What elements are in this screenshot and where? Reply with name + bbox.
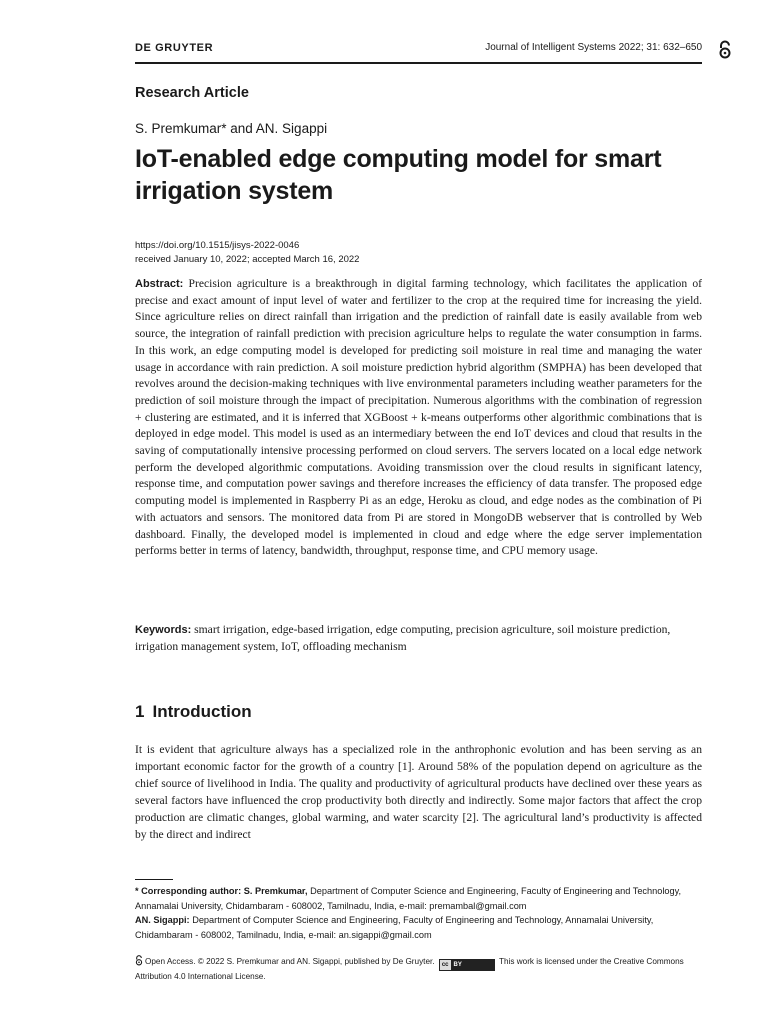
license-statement [135,955,702,983]
keywords-label: Keywords: [135,624,192,636]
section-heading [135,702,260,722]
paper-title: IoT-enabled edge computing model for smart irrigation system [135,145,662,205]
section-number: 1 [135,702,145,721]
section-title: Introduction [152,702,252,721]
authors: S. Premkumar* and AN. Sigappi [135,121,328,136]
license-suffix: This work is licensed under the Creative Commons Attribution 4.0 International License. [135,957,684,981]
corresponding-author-footnote [135,884,702,914]
cc-badge-label: cc [441,962,449,968]
received-accepted-dates: received January 10, 2022; accepted March 16, 2022 [135,254,360,265]
publisher-name: DE GRUYTER [135,42,214,54]
doi-link[interactable]: https://doi.org/10.1515/jisys-2022-0046 [135,240,300,251]
open-access-small-icon [135,955,143,966]
keywords [135,622,702,655]
article-type: Research Article [135,85,249,101]
keywords-text: smart irrigation, edge-based irrigation, edge computing, precision agriculture, soil moisture prediction, irrigation management system, IoT, offloading mechanism [135,623,671,653]
by-badge-label: BY [453,962,462,968]
journal-citation: Journal of Intelligent Systems 2022; 31: 632–650 [485,42,702,53]
second-author-label: AN. Sigappi: [135,915,190,925]
license-prefix: Open Access. © 2022 S. Premkumar and AN. Sigappi, published by De Gruyter. [145,957,435,966]
introduction-paragraph: It is evident that agriculture always has a specialized role in the anthrophonic evolution and has been serving as an important economic factor for the growth of a country [1]. Around 58% of the population depend on agriculture as the chief source of livelihood in India. The quality and productivity of agricultural products have declined over these years as several factors have influenced the crop productivity both directly and indirectly. Some major factors that affect the crop production are climatic changes, global warming, and water scarcity [2]. The agricultural land’s productivity is affected by the direct and indirect [135,743,702,841]
corresponding-author-label: * Corresponding author: S. Premkumar, [135,886,308,896]
footnote-rule [135,879,173,880]
abstract [135,276,702,560]
second-author-footnote [135,913,702,943]
corresponding-author-affiliation: Department of Computer Science and Engineering, Faculty of Engineering and Technology, Annamalai University, Chidambaram - 608002, Tamilnadu, India, e-mail: premambal@gmail.com [135,886,682,911]
abstract-label: Abstract: [135,278,184,290]
cc-by-badge[interactable] [439,959,495,971]
abstract-text: Precision agriculture is a breakthrough in digital farming technology, which facilitates the application of precise and exact amount of input level of water and fertilizer to the crop at the required time for increasing the yield. Since agriculture relies on direct rainfall than irrigation and the prediction of rainfall date is easily available from web source, the integration of rainfall prediction with precision agriculture helps to regulate the water consumption in farms. In this work, an edge computing model is developed for predicting soil moisture in real time and managing the water usage in accordance with rain prediction. A soil moisture prediction hybrid algorithm (SMPHA) has been developed that revolves around the decision-making techniques with live environmental parameters including weather parameters for the prediction of soil moisture through the impact of precipitation. Numerous algorithms with the combination of regression + clustering are estimated, and it is inferred that XGBoost + k-means outperforms other algorithmic combinations that is deployed in edge model. This model is used as an intermediary between the end IoT devices and cloud that results in the saving of computationally intensive processing performed on cloud servers. The servers located on a local edge network perform the developed algorithmic computations. Avoiding transmission over the cloud results in significant latency, response time, and computation power savings and therefore increases the efficiency of data transfer. The proposed edge computing model is implemented in Raspberry Pi as an edge, Heroku as cloud, and edge nodes as the combination of Pi with actuators and sensors. The monitored data from Pi are stored in MongoDB webserver that is controlled by Web dashboard. Finally, the developed model is implemented in cloud and edge where the edge server implementation performs better in terms of latency, bandwidth, throughput, response time, and CPU memory usage. [135,277,702,558]
open-access-icon [718,40,732,60]
second-author-affiliation: Department of Computer Science and Engineering, Faculty of Engineering and Technology, Annamalai University, Chidambaram - 608002, Tamilnadu, India, e-mail: an.sigappi@gmail.com [135,915,654,940]
header-rule [135,62,702,64]
